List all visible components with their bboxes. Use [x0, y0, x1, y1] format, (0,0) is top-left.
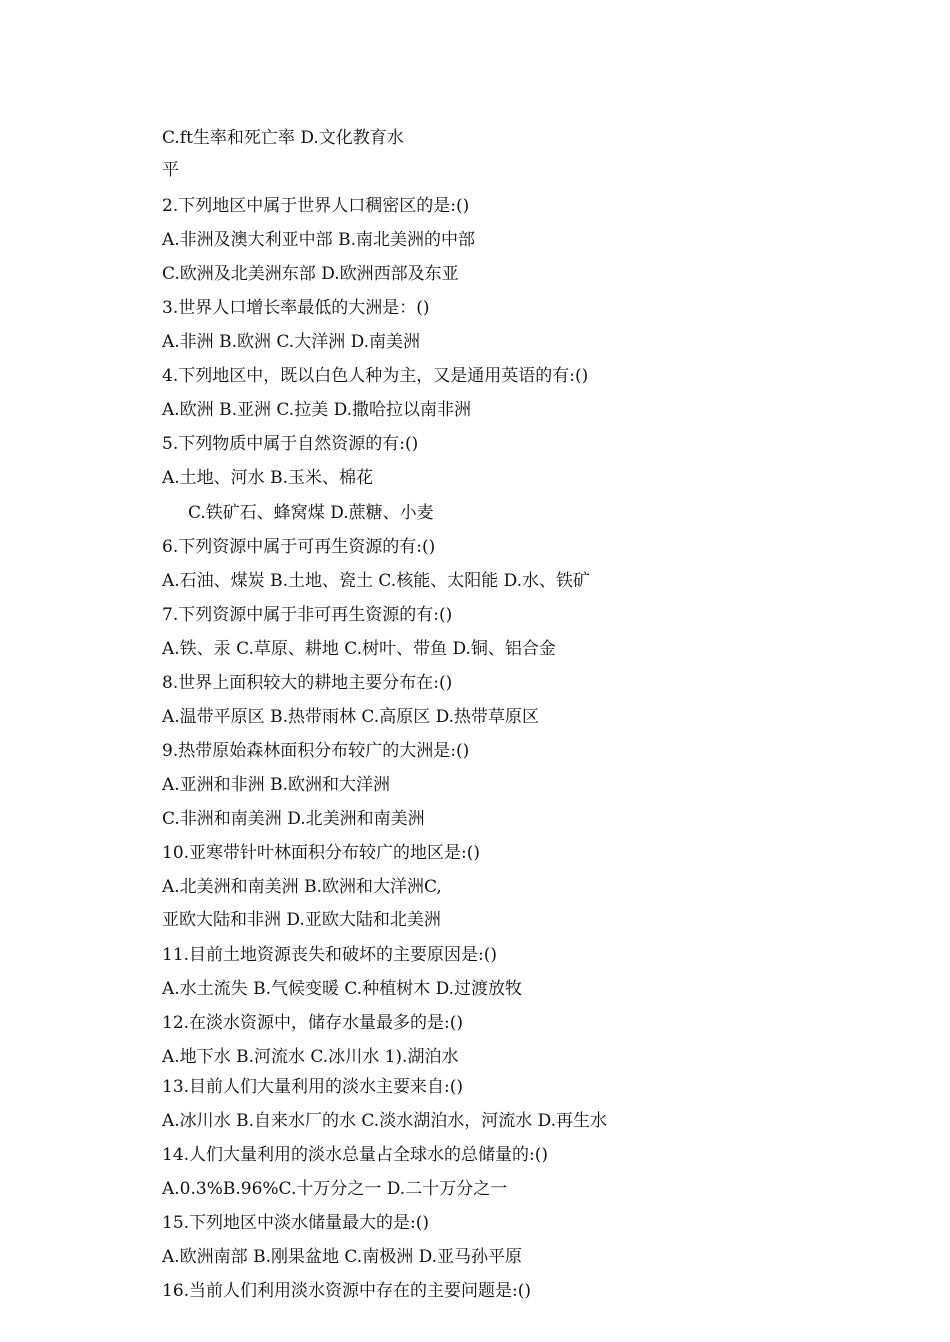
options-line: C.欧洲及北美洲东部 D.欧洲西部及东亚 [162, 264, 459, 284]
options-line: A.铁、汞 C.草原、耕地 C.树叶、带鱼 D.铜、铝合金 [162, 639, 556, 659]
options-line: C.铁矿石、蜂窝煤 D.蔗糖、小麦 [188, 503, 434, 523]
options-line: A.北美洲和南美洲 B.欧洲和大洋洲C, [162, 877, 442, 897]
question-11: 11.目前土地资源丧失和破坏的主要原因是:() [162, 945, 498, 965]
options-line: A.土地、河水 B.玉米、棉花 [162, 468, 373, 488]
question-16: 16.当前人们利用淡水资源中存在的主要问题是:() [162, 1281, 532, 1301]
question-8: 8.世界上面积较大的耕地主要分布在:() [162, 673, 453, 693]
question-4: 4.下列地区中，既以白色人种为主，又是通用英语的有:() [162, 366, 589, 386]
question-2: 2.下列地区中属于世界人口稠密区的是:() [162, 196, 470, 216]
question-6: 6.下列资源中属于可再生资源的有:() [162, 537, 436, 557]
options-line: A.非洲及澳大利亚中部 B.南北美洲的中部 [162, 230, 475, 250]
options-line: A.水土流失 B.气候变暖 C.种植树木 D.过渡放牧 [162, 979, 523, 999]
options-line: A.石油、煤炭 B.土地、瓷土 C.核能、太阳能 D.水、铁矿 [162, 571, 591, 591]
options-line: A.冰川水 B.自来水厂的水 C.淡水湖泊水，河流水 D.再生水 [162, 1111, 608, 1131]
question-9: 9.热带原始森林面积分布较广的大洲是:() [162, 741, 470, 761]
options-line: A.0.3%B.96%C.十万分之一 D.二十万分之一 [162, 1179, 508, 1199]
options-line: 亚欧大陆和非洲 D.亚欧大陆和北美洲 [162, 910, 441, 930]
question-13: 13.目前人们大量利用的淡水主要来自:() [162, 1077, 464, 1097]
question-14: 14.人们大量利用的淡水总量占全球水的总储量的:() [162, 1145, 549, 1165]
options-line: C.非洲和南美洲 D.北美洲和南美洲 [162, 809, 425, 829]
options-line: A.地下水 B.河流水 C.冰川水 1).湖泊水 [162, 1047, 459, 1067]
options-line: A.非洲 B.欧洲 C.大洋洲 D.南美洲 [162, 332, 421, 352]
question-12: 12.在淡水资源中，储存水量最多的是:() [162, 1013, 464, 1033]
question-3: 3.世界人口增长率最低的大洲是：() [162, 298, 430, 318]
question-10: 10.亚寒带针叶林面积分布较广的地区是:() [162, 843, 481, 863]
options-line: A.亚洲和非洲 B.欧洲和大洋洲 [162, 775, 390, 795]
options-line: A.温带平原区 B.热带雨林 C.高原区 D.热带草原区 [162, 707, 540, 727]
options-line: A.欧洲 B.亚洲 C.拉美 D.撒哈拉以南非洲 [162, 400, 472, 420]
text-line: C.ft生率和死亡率 D.文化教育水 [162, 128, 404, 148]
question-15: 15.下列地区中淡水储量最大的是:() [162, 1213, 430, 1233]
question-5: 5.下列物质中属于自然资源的有:() [162, 434, 419, 454]
text-line: 平 [162, 160, 179, 180]
options-line: A.欧洲南部 B.刚果盆地 C.南极洲 D.亚马孙平原 [162, 1247, 523, 1267]
question-7: 7.下列资源中属于非可再生资源的有:() [162, 605, 453, 625]
